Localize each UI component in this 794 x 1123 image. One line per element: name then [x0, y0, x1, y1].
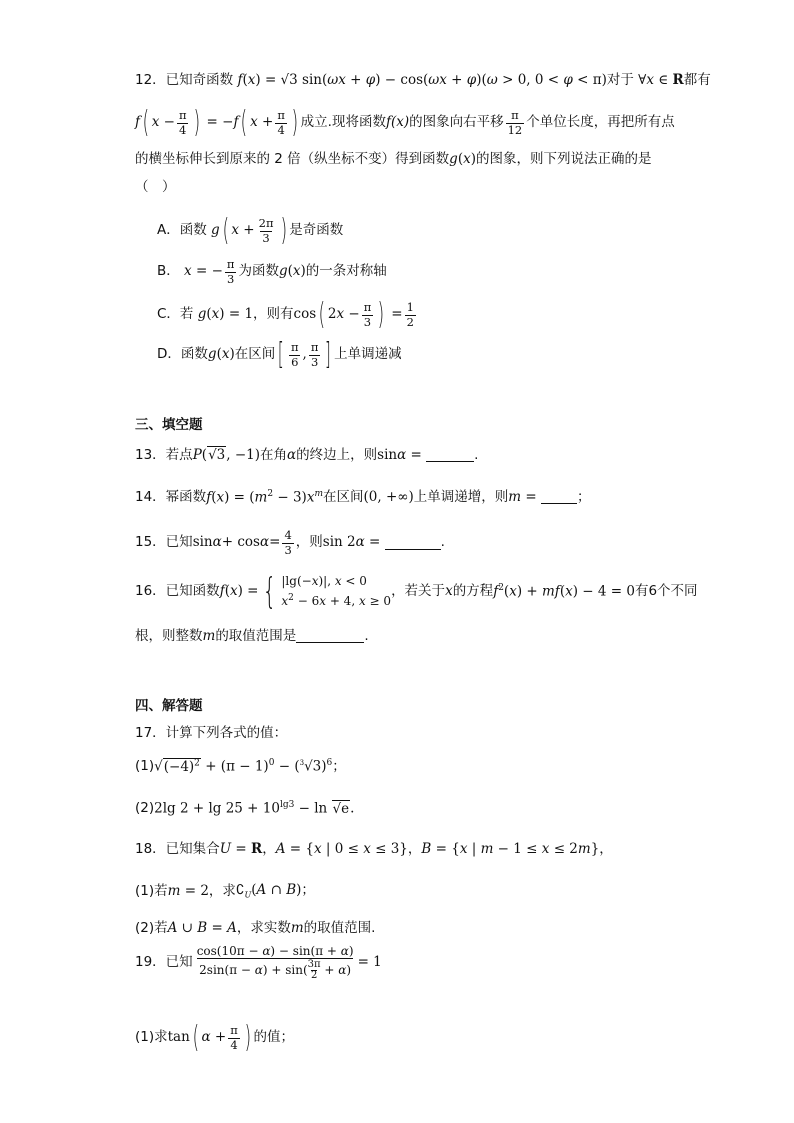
q12-option-d: D．函数 g(x) 在区间 [ $\frac{\pi}{6}$ , $\frac{\pi}{3}$ ] 上单调递减: [157, 337, 402, 372]
answer-blank-13[interactable]: [426, 449, 474, 462]
q18-part2: (2)若 A ∪ B = A ，求实数 m 的取值范围.: [135, 920, 376, 936]
q12-option-a: A．函数 g ( x + $\frac{2\pi}{3}$ ) 是奇函数: [157, 213, 344, 248]
formula-forall: ∀x ∈ R: [638, 72, 684, 88]
q16-line2: 根，则整数 m 的取值范围是 .: [135, 628, 369, 644]
q19-part1: (1)求 tan ( α + $\frac{\pi}{4}$ ) 的值；: [135, 1020, 295, 1055]
q18-title: 18．已知集合 U = R，A = {x | 0 ≤ x ≤ 3}，B = {x | m − 1 ≤ x ≤ 2m}，: [135, 841, 613, 857]
q12-line3: 的横坐标伸长到原来的 2 倍（纵坐标不变）得到函数 g(x) 的图象，则下列说法正确的是: [135, 151, 652, 167]
q19-title: 19．已知 cos(10π − α) − sin(π + α) 2sin(π − α) + sin( $\frac{3\pi}{2}$ + α) = 1: [135, 944, 382, 981]
section-answer: 四、解答题: [135, 698, 203, 714]
q16-line1: 16．已知函数 f(x) = { |lg(−x)|, x < 0 $x^2 - 6x + 4$, x ≥ 0 ，若关于 x 的方程 $f^2(x) + mf(x) - 4 = 0$ 有6个不同: [135, 570, 698, 612]
q15: 15．已知 sin α + cos α = $\frac{4}{3}$ ，则 sin 2 α = .: [135, 528, 445, 557]
formula-f-def: f(x) = √3 sin(ωx + φ) − cos(ωx + φ)(ω > 0, 0 < φ < π): [233, 72, 607, 88]
q13: 13．若点 P(√3, −1) 在角 α 的终边上，则 sin α = .: [135, 447, 479, 463]
answer-blank-14[interactable]: [541, 491, 577, 504]
q12-option-b: B． x = − $\frac{\pi}{3}$ 为函数 g(x) 的一条对称轴: [157, 257, 387, 286]
q12-paren: （ ）: [135, 179, 176, 195]
q12-line1: 12．已知奇函数 f(x) = √3 sin(ωx + φ) − cos(ωx + φ)(ω > 0, 0 < φ < π) 对于 ∀x ∈ R 都有: [135, 72, 711, 88]
q12-line2: f ( x − $\frac{\pi}{4}$ ) = − f ( x + $\frac{\pi}{4}$ ) 成立.现将函数 f(x) 的图象向右平移 $\frac{\pi}{12}$ 个单位长度，再把所有点: [135, 105, 675, 140]
q17-part1: (1) $√(-4)^2 + (\pi - 1)^0 - (^3√3)^6$；: [135, 757, 346, 775]
q17-part2: (2) 2lg $2 + \lg 25 + 10^{lg3} - \ln √e$.: [135, 799, 355, 817]
answer-blank-15[interactable]: [385, 537, 441, 550]
q14: 14．幂函数 $f(x) = (m^2 - 3)x^m$ 在区间 (0, +∞) 上单调递增，则 m = ；: [135, 488, 591, 506]
q17-title: 17．计算下列各式的值：: [135, 725, 288, 741]
section-fill-in: 三、填空题: [135, 417, 203, 433]
q12-option-c: C．若 g(x) = 1 ，则有 cos ( 2x − $\frac{\pi}{3}$ ) = $\frac{1}{2}$: [157, 297, 414, 332]
answer-blank-16[interactable]: [296, 630, 364, 643]
formula-symmetry: f: [135, 114, 140, 131]
q18-part1: (1)若 m = 2 ，求 $∁_U(A$ ∩ B)；: [135, 882, 315, 900]
